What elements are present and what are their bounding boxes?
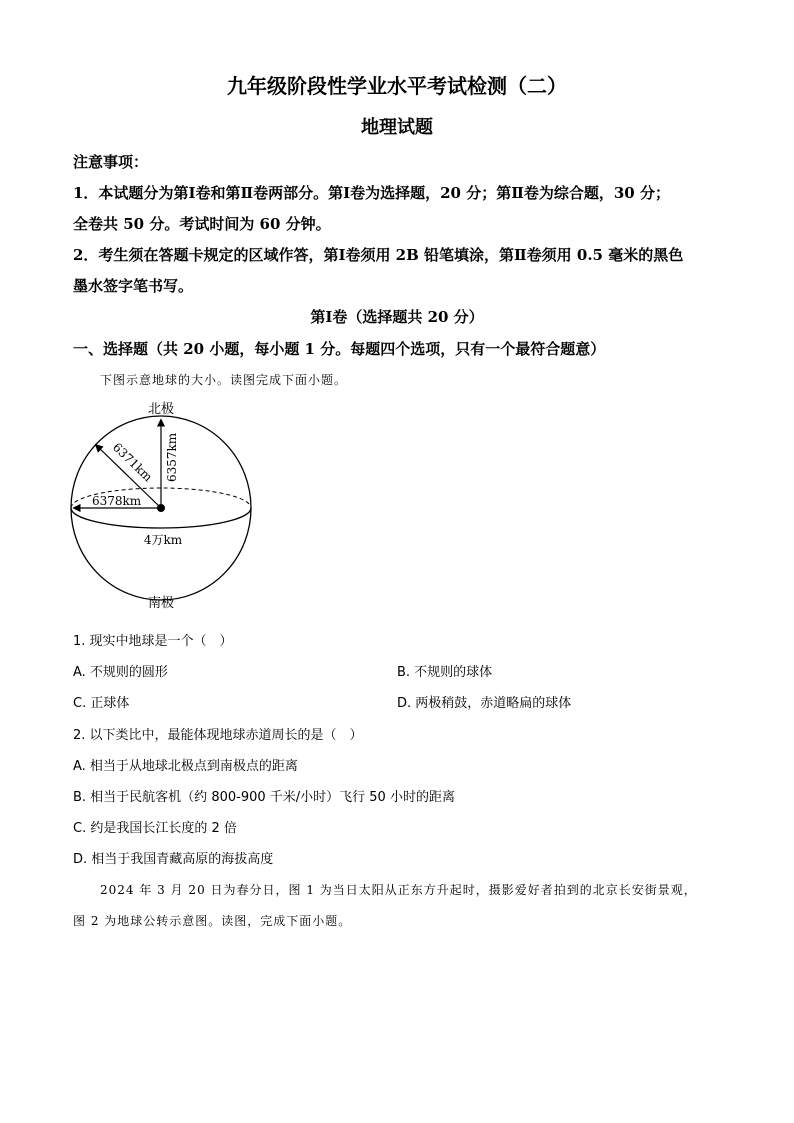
intro-text-2-line-2: 图 2 为地球公转示意图。读图，完成下面小题。 [73,914,352,928]
question-2-option-d[interactable]: D. 相当于我国青藏高原的海拔高度 [73,852,274,867]
question-1-option-b[interactable]: B. 不规则的球体 [397,665,493,680]
circumference-label: 4万km [143,533,183,547]
mean-radius-label: 6371km [109,440,156,485]
page-subtitle: 地理试题 [361,117,433,138]
intro-text-2-line-1: 2024 年 3 月 20 日为春分日，图 1 为当日太阳从正东方升起时，摄影爱好者拍到的北京长安街景观， [100,883,697,897]
question-1-option-d[interactable]: D. 两极稍鼓，赤道略扁的球体 [397,696,572,711]
notes-item-1-line-1: 1．本试题分为第Ⅰ卷和第Ⅱ卷两部分。第Ⅰ卷为选择题，20 分；第Ⅱ卷为综合题，30 分； [73,184,670,202]
question-2-stem: 2. 以下类比中，最能体现地球赤道周长的是（ ） [73,728,363,743]
intro-text-1: 下图示意地球的大小。读图完成下面小题。 [100,373,348,387]
notes-item-2-line-1: 2．考生须在答题卡规定的区域作答，第Ⅰ卷须用 2B 铅笔填涂，第Ⅱ卷须用 0.5 毫米的黑色 [73,246,684,264]
part-title: 一、选择题（共 20 小题，每小题 1 分。每题四个选项，只有一个最符合题意） [73,340,606,358]
equatorial-radius-label: 6378km [92,494,142,508]
page-title: 九年级阶段性学业水平考试检测（二） [227,74,567,98]
earth-size-figure [60,396,280,616]
question-1-option-c[interactable]: C. 正球体 [73,696,130,711]
notes-heading: 注意事项： [73,153,149,171]
question-1-option-a[interactable]: A. 不规则的圆形 [73,665,168,680]
question-2-option-a[interactable]: A. 相当于从地球北极点到南极点的距离 [73,759,298,774]
question-1-stem: 1. 现实中地球是一个（ ） [73,634,233,649]
earth-center-dot [157,504,165,512]
notes-item-2-line-2: 墨水签字笔书写。 [73,277,194,295]
volume-title: 第Ⅰ卷（选择题共 20 分） [310,308,484,326]
question-2-option-c[interactable]: C. 约是我国长江长度的 2 倍 [73,821,237,836]
notes-item-1-line-2: 全卷共 50 分。考试时间为 60 分钟。 [73,215,331,233]
north-pole-label: 北极 [147,402,175,417]
south-pole-label: 南极 [147,596,175,611]
question-2-option-b[interactable]: B. 相当于民航客机（约 800-900 千米/小时）飞行 50 小时的距离 [73,790,455,805]
polar-radius-label: 6357km [165,432,179,482]
